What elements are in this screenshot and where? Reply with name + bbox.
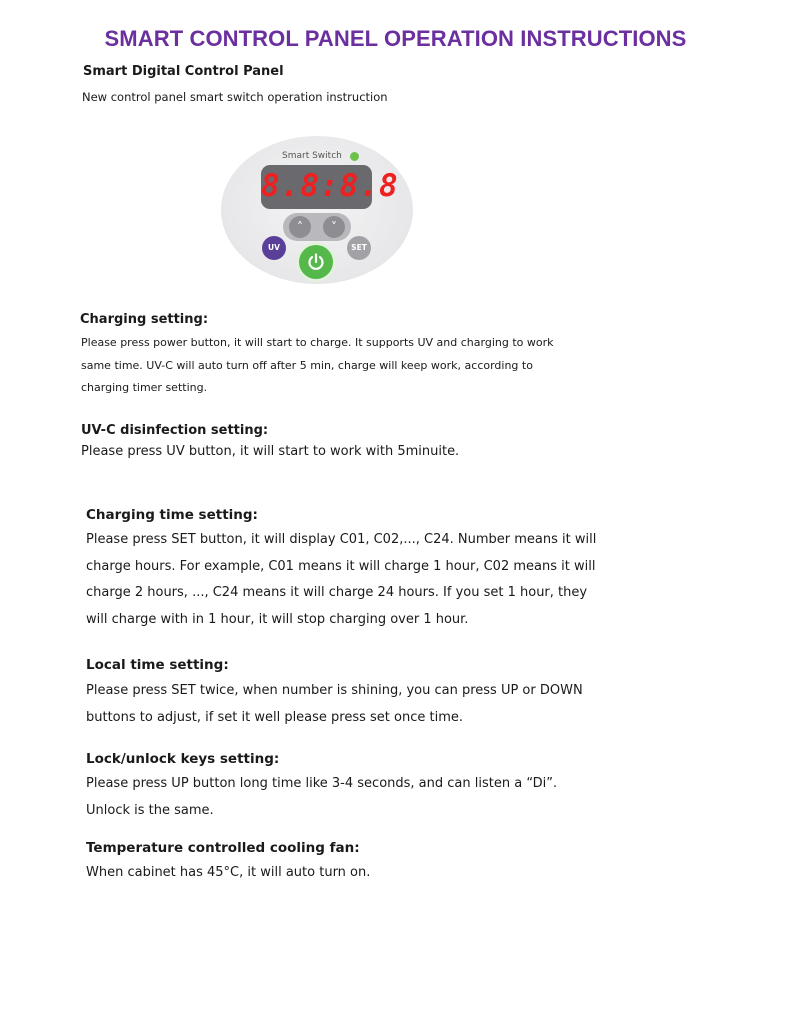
control-panel-illustration: [221, 136, 413, 284]
cooling-fan-text: [86, 860, 370, 887]
local-time-text: [86, 678, 583, 731]
text-line: Unlock is the same.: [86, 802, 214, 818]
charging-time-heading: Charging time setting:: [86, 507, 258, 523]
charging-time-text: [86, 527, 596, 633]
uvc-setting-heading: UV-C disinfection setting:: [81, 423, 269, 438]
smart-switch-label: Smart Switch: [282, 151, 342, 161]
power-icon: [299, 245, 333, 279]
status-led-icon: [350, 152, 359, 161]
charging-setting-text: [81, 332, 553, 400]
text-line: Please press power button, it will start to charge. It supports UV and charging to work: [81, 336, 554, 349]
local-time-heading: Local time setting:: [86, 657, 229, 673]
chevron-down-icon: ˅: [323, 216, 345, 238]
text-line: Please press SET twice, when number is shining, you can press UP or DOWN: [86, 683, 583, 698]
intro-heading: Smart Digital Control Panel: [83, 64, 284, 79]
intro-subheading: New control panel smart switch operation instruction: [82, 90, 388, 104]
led-display: [261, 165, 399, 209]
uvc-setting-text: Please press UV button, it will start to work with 5minuite.: [81, 444, 460, 459]
lock-unlock-heading: Lock/unlock keys setting:: [86, 751, 280, 767]
cooling-fan-heading: Temperature controlled cooling fan:: [86, 840, 360, 856]
display-digits: 8.8:8.8: [261, 168, 399, 204]
text-line: will charge with in 1 hour, it will stop charging over 1 hour.: [86, 611, 469, 627]
page-title: SMART CONTROL PANEL OPERATION INSTRUCTIONS: [104, 26, 687, 51]
text-line: buttons to adjust, if set it well please press set once time.: [86, 709, 464, 725]
uv-button-icon: UV: [262, 236, 286, 260]
text-line: charging timer setting.: [81, 381, 208, 394]
text-line: same time. UV-C will auto turn off after 5 min, charge will keep work, according to: [81, 358, 533, 372]
text-line: Please press UP button long time like 3-4 seconds, and can listen a “Di”.: [86, 776, 558, 791]
lock-unlock-text: [86, 771, 557, 824]
text-line: charge 2 hours, ..., C24 means it will charge 24 hours. If you set 1 hour, they: [86, 585, 588, 600]
text-line: When cabinet has 45°C, it will auto turn on.: [86, 865, 371, 880]
charging-setting-heading: Charging setting:: [80, 312, 209, 327]
chevron-up-icon: ˄: [289, 216, 311, 238]
text-line: charge hours. For example, C01 means it will charge 1 hour, C02 means it will: [86, 558, 596, 574]
set-button-icon: SET: [347, 236, 371, 260]
text-line: Please press SET button, it will display C01, C02,..., C24. Number means it will: [86, 532, 597, 547]
